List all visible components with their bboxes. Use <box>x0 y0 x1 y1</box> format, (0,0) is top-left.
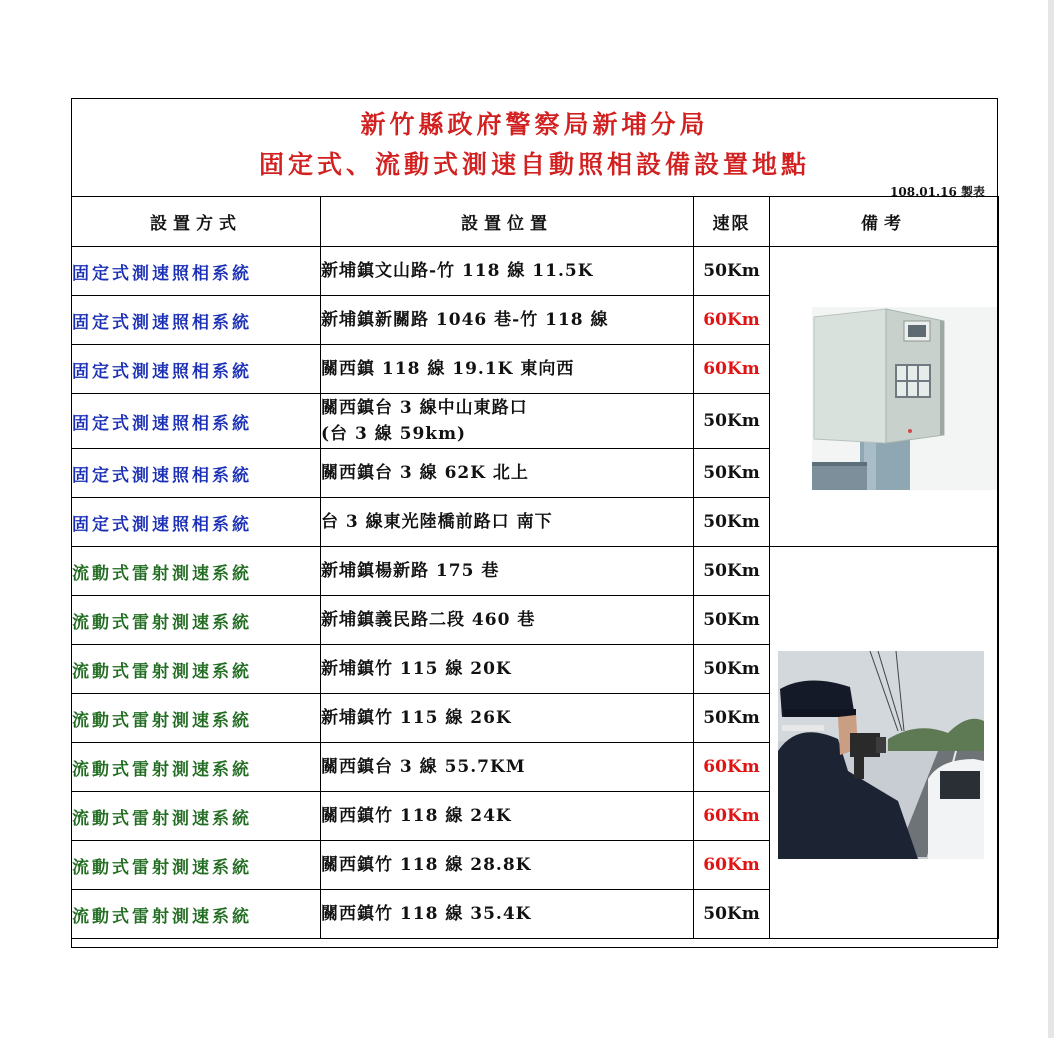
speed-limit-cell: 60Km <box>694 345 770 394</box>
speed-limit-cell: 50Km <box>694 547 770 596</box>
method-cell: 固定式測速照相系統 <box>72 296 321 345</box>
method-cell: 流動式雷射測速系統 <box>72 694 321 743</box>
location-cell: 新埔鎮竹 115 線 20K <box>321 645 694 694</box>
fixed-speed-camera-icon <box>812 307 997 490</box>
speed-limit-cell: 60Km <box>694 792 770 841</box>
location-cell: 關西鎮竹 118 線 35.4K <box>321 890 694 939</box>
page-edge <box>1048 0 1054 1038</box>
location-line-2: (台 3 線 59km) <box>321 424 467 444</box>
location-cell: 新埔鎮新關路 1046 巷-竹 118 線 <box>321 296 694 345</box>
speed-limit-cell: 60Km <box>694 841 770 890</box>
column-header-remark: 備考 <box>770 197 999 247</box>
method-cell: 固定式測速照相系統 <box>72 345 321 394</box>
location-cell: 新埔鎮文山路-竹 118 線 11.5K <box>321 247 694 296</box>
column-header-location: 設置位置 <box>321 197 694 247</box>
title-block <box>72 99 997 197</box>
table-header-row <box>72 197 999 247</box>
location-cell: 台 3 線東光陸橋前路口 南下 <box>321 498 694 547</box>
fixed-camera-photo <box>812 307 997 490</box>
speed-limit-cell: 60Km <box>694 296 770 345</box>
column-header-method: 設置方式 <box>72 197 321 247</box>
location-cell: 新埔鎮楊新路 175 巷 <box>321 547 694 596</box>
method-cell: 流動式雷射測速系統 <box>72 792 321 841</box>
method-cell: 固定式測速照相系統 <box>72 394 321 449</box>
location-cell <box>321 394 694 449</box>
location-cell: 關西鎮 118 線 19.1K 東向西 <box>321 345 694 394</box>
speed-limit-cell: 50Km <box>694 645 770 694</box>
speed-limit-cell: 50Km <box>694 694 770 743</box>
location-cell: 新埔鎮義民路二段 460 巷 <box>321 596 694 645</box>
location-cell: 關西鎮竹 118 線 28.8K <box>321 841 694 890</box>
table-row <box>72 247 999 296</box>
method-cell: 流動式雷射測速系統 <box>72 890 321 939</box>
speed-limit-cell: 50Km <box>694 394 770 449</box>
method-cell: 流動式雷射測速系統 <box>72 596 321 645</box>
location-line: 關西鎮台 3 線中山東路口 <box>321 398 528 418</box>
camera-location-table <box>71 196 999 939</box>
mobile-laser-remark <box>770 547 999 939</box>
speed-limit-cell: 50Km <box>694 449 770 498</box>
method-cell: 固定式測速照相系統 <box>72 498 321 547</box>
page-subtitle: 固定式、流動式測速自動照相設備設置地點 <box>258 150 810 179</box>
table-row <box>72 547 999 596</box>
method-cell: 流動式雷射測速系統 <box>72 645 321 694</box>
method-cell: 流動式雷射測速系統 <box>72 841 321 890</box>
speed-limit-cell: 50Km <box>694 890 770 939</box>
speed-limit-cell: 50Km <box>694 596 770 645</box>
speed-limit-cell: 60Km <box>694 743 770 792</box>
location-cell: 關西鎮竹 118 線 24K <box>321 792 694 841</box>
date-note: 108.01.16 製表 <box>890 185 985 199</box>
method-cell: 固定式測速照相系統 <box>72 449 321 498</box>
speed-limit-cell: 50Km <box>694 498 770 547</box>
location-cell: 關西鎮台 3 線 62K 北上 <box>321 449 694 498</box>
method-cell: 流動式雷射測速系統 <box>72 743 321 792</box>
location-cell: 新埔鎮竹 115 線 26K <box>321 694 694 743</box>
method-cell: 流動式雷射測速系統 <box>72 547 321 596</box>
method-cell: 固定式測速照相系統 <box>72 247 321 296</box>
speed-limit-cell: 50Km <box>694 247 770 296</box>
speed-camera-sheet <box>71 98 998 948</box>
column-header-speed: 速限 <box>694 197 770 247</box>
location-cell: 關西鎮台 3 線 55.7KM <box>321 743 694 792</box>
mobile-laser-photo <box>778 651 984 859</box>
police-laser-gun-icon <box>778 651 984 859</box>
page-title: 新竹縣政府警察局新埔分局 <box>360 110 709 139</box>
fixed-camera-remark <box>770 247 999 547</box>
